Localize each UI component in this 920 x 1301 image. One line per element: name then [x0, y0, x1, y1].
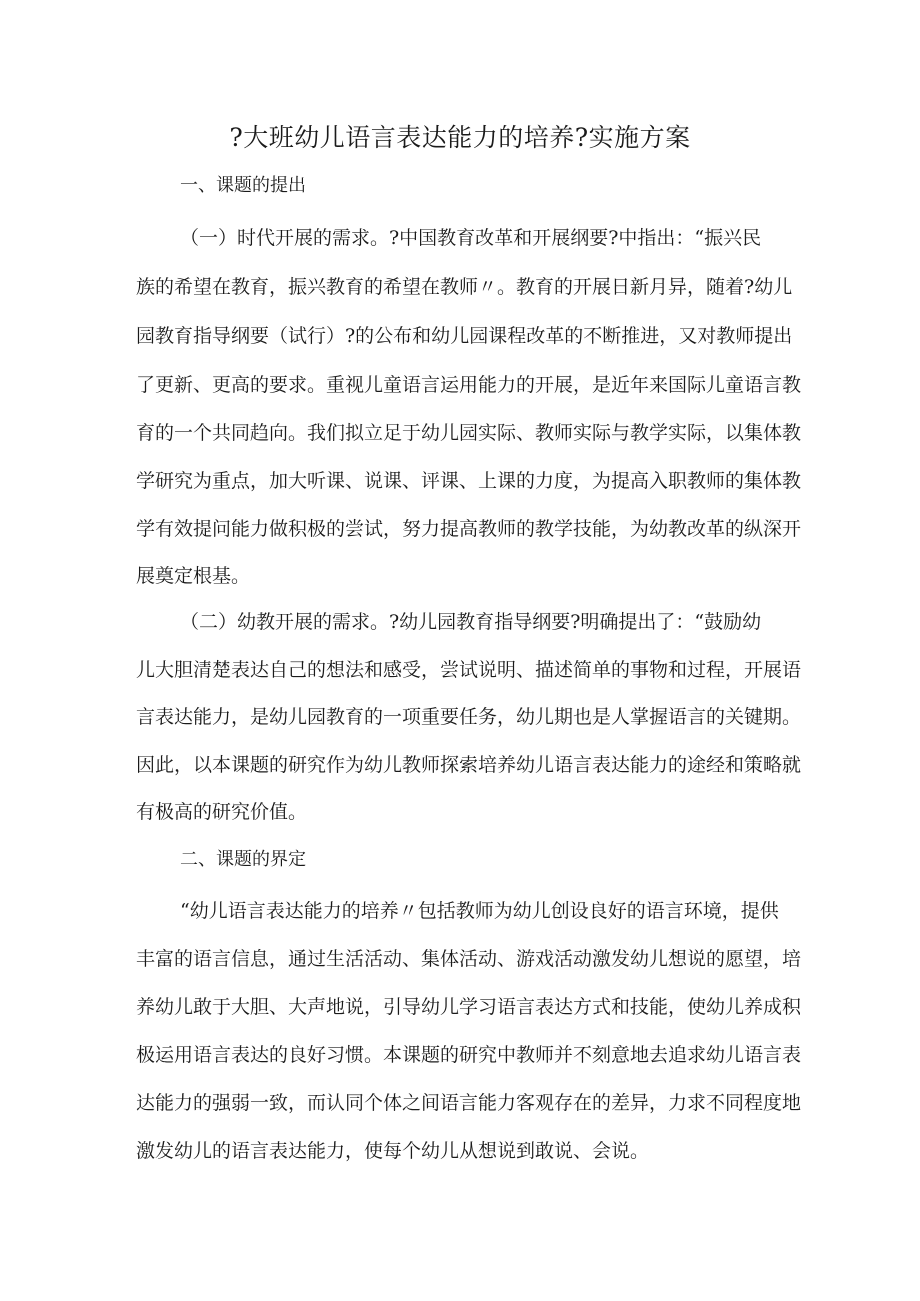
paragraph-line: 儿大胆清楚表达自己的想法和感受，尝试说明、描述简单的事物和过程，开展语: [136, 659, 802, 681]
paragraph-line: （一）时代开展的需求。?中国教育改革和开展纲要?中指出：“振兴民: [180, 227, 762, 249]
paragraph-line: 了更新、更高的要求。重视儿童语言运用能力的开展，是近年来国际儿童语言教: [136, 374, 802, 396]
paragraph-line: 展奠定根基。: [136, 565, 251, 587]
paragraph-line: 养幼儿敢于大胆、大声地说，引导幼儿学习语言表达方式和技能，使幼儿养成积: [136, 996, 802, 1018]
paragraph-line: 激发幼儿的语言表达能力，使每个幼儿从想说到敢说、会说。: [136, 1140, 650, 1162]
paragraph-line: 达能力的强弱一致，而认同个体之间语言能力客观存在的差异，力求不同程度地: [136, 1092, 802, 1114]
paragraph-line: 育的一个共同趋向。我们拟立足于幼儿园实际、教师实际与教学实际，以集体教: [136, 422, 802, 444]
paragraph-line: 族的希望在教育，振兴教育的希望在教师〃。教育的开展日新月异，随着?幼儿: [136, 276, 793, 298]
section-heading-definition: 二、课题的界定: [180, 849, 306, 870]
paragraph-line: 园教育指导纲要（试行）?的公布和幼儿园课程改革的不断推进，又对教师提出: [136, 325, 793, 347]
paragraph-line: 学研究为重点，加大听课、说课、评课、上课的力度，为提高入职教师的集体教: [136, 470, 802, 492]
document-title: ?大班幼儿语言表达能力的培养?实施方案: [229, 123, 691, 152]
paragraph-line: 学有效提问能力做积极的尝试，努力提高教师的教学技能，为幼教改革的纵深开: [136, 518, 802, 540]
paragraph-line: 极运用语言表达的良好习惯。本课题的研究中教师并不刻意地去追求幼儿语言表: [136, 1044, 802, 1066]
paragraph-line: 因此，以本课题的研究作为幼儿教师探索培养幼儿语言表达能力的途经和策略就: [136, 754, 802, 776]
paragraph-line: 有极高的研究价值。: [136, 801, 308, 823]
paragraph-line: （二）幼教开展的需求。?幼儿园教育指导纲要?明确提出了：“鼓励幼: [180, 611, 762, 633]
paragraph-line: “幼儿语言表达能力的培养〃包括教师为幼儿创设良好的语言环境，提供: [180, 900, 779, 922]
paragraph-line: 言表达能力，是幼儿园教育的一项重要任务，幼儿期也是人掌握语言的关键期。: [136, 706, 802, 728]
section-heading-proposal: 一、课题的提出: [180, 175, 306, 196]
paragraph-line: 丰富的语言信息，通过生活活动、集体活动、游戏活动激发幼儿想说的愿望，培: [136, 948, 802, 970]
